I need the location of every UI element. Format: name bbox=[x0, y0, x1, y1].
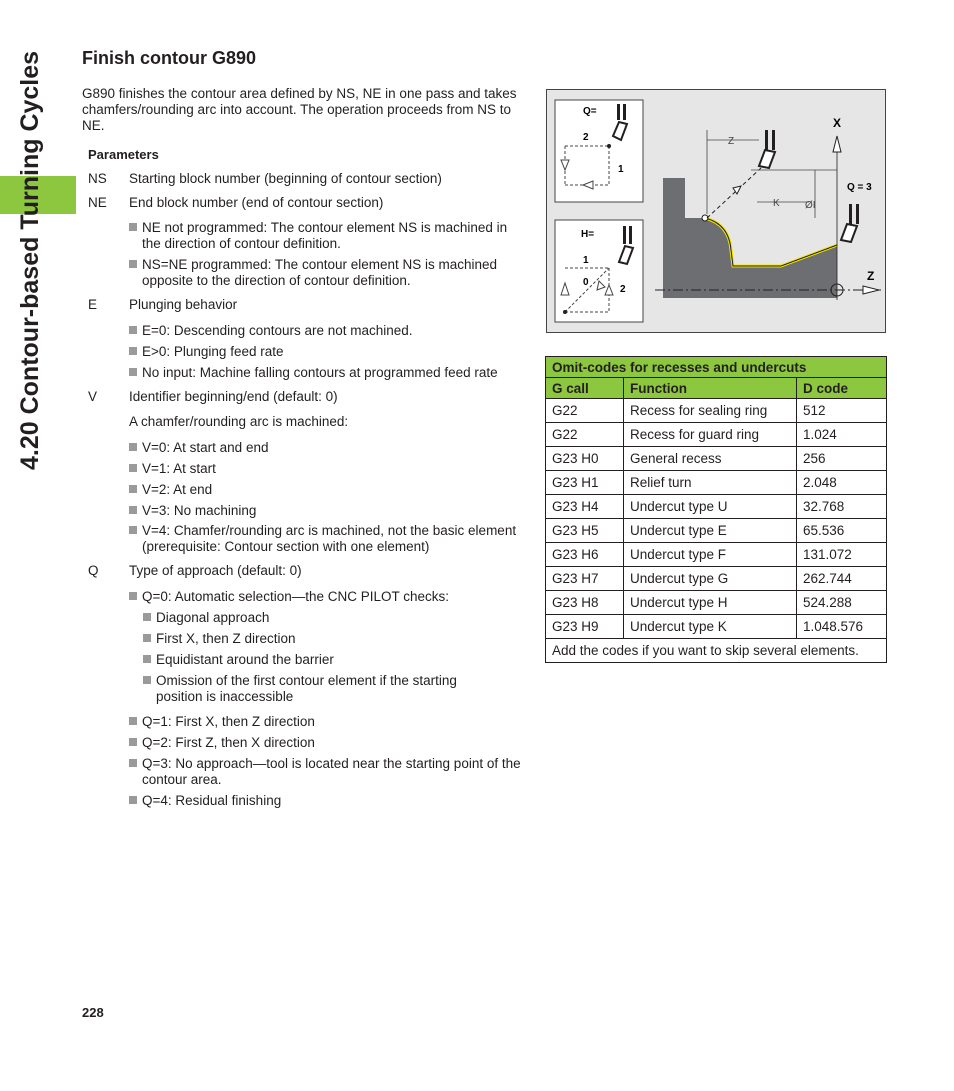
table-header-row bbox=[546, 378, 887, 399]
param-ns-text: Starting block number (beginning of contour section) bbox=[129, 171, 442, 186]
param-q-text: Type of approach (default: 0) bbox=[129, 563, 302, 578]
v-bullet: V=2: At end bbox=[129, 482, 521, 498]
table-row: G23 H0 General recess 256 bbox=[546, 447, 887, 471]
param-v-text: Identifier beginning/end (default: 0) bbox=[129, 389, 338, 404]
ne-bullet: NS=NE programmed: The contour element NS is machined opposite to the direction of contour definition. bbox=[129, 257, 521, 289]
e-bullet: No input: Machine falling contours at programmed feed rate bbox=[129, 365, 529, 381]
omit-codes-table bbox=[545, 356, 887, 663]
main-tool-shank-icon bbox=[765, 130, 768, 150]
table-row: G23 H8 Undercut type H 524.288 bbox=[546, 591, 887, 615]
table-row: G23 H1 Relief turn 2.048 bbox=[546, 471, 887, 495]
q0-sub-bullet: Diagonal approach bbox=[143, 610, 523, 626]
param-e-text: Plunging behavior bbox=[129, 297, 238, 312]
approach-h-2: 2 bbox=[620, 284, 626, 295]
figure-drawing bbox=[547, 90, 887, 334]
h-tool-shank-icon bbox=[623, 226, 626, 244]
x-axis-label: X bbox=[833, 116, 842, 130]
approach-h-0: 0 bbox=[583, 277, 589, 288]
table-footer-row bbox=[546, 639, 887, 663]
z-dim-label: Z bbox=[728, 136, 735, 147]
col-header-dcode: D code bbox=[797, 378, 887, 399]
q-tool-shank-icon bbox=[617, 104, 620, 120]
table-row: G22 Recess for guard ring 1.024 bbox=[546, 423, 887, 447]
table-row: G23 H7 Undercut type G 262.744 bbox=[546, 567, 887, 591]
approach-q-1: 1 bbox=[618, 164, 624, 175]
page-number: 228 bbox=[82, 1005, 104, 1020]
z-axis-label: Z bbox=[867, 269, 875, 283]
col-header-gcall: G call bbox=[546, 378, 624, 399]
v-bullet: V=1: At start bbox=[129, 461, 521, 477]
end-tool-shank-icon bbox=[849, 204, 852, 224]
q0-sub-bullet: Equidistant around the barrier bbox=[143, 652, 523, 668]
approach-h-label: H= bbox=[581, 229, 595, 240]
table-caption: Omit-codes for recesses and undercuts bbox=[546, 357, 887, 378]
ne-bullet: NE not programmed: The contour element NS is machined in the direction of contour definition. bbox=[129, 220, 521, 252]
k-dim-label: K bbox=[773, 198, 780, 209]
q0-sub-bullet: Omission of the first contour element if the starting position is inaccessible bbox=[143, 673, 503, 705]
table-row: G23 H6 Undercut type F 131.072 bbox=[546, 543, 887, 567]
intro-paragraph: G890 finishes the contour area defined by NS, NE in one pass and takes chamfers/rounding arc into account. The operation proceeds from NS to NE. bbox=[82, 86, 517, 133]
q-bullet: Q=4: Residual finishing bbox=[129, 793, 521, 809]
param-ns-key: NS bbox=[88, 171, 107, 186]
approach-h-1: 1 bbox=[583, 255, 589, 266]
finish-contour-figure bbox=[546, 89, 886, 333]
workpiece-shape bbox=[663, 178, 837, 298]
v-bullet: V=0: At start and end bbox=[129, 440, 521, 456]
approach-q-2: 2 bbox=[583, 132, 589, 143]
main-tool-insert-icon bbox=[759, 150, 775, 168]
chapter-side-title-text: 4.20 Contour-based Turning Cycles bbox=[16, 50, 44, 470]
param-v-note: A chamfer/rounding arc is machined: bbox=[129, 414, 349, 429]
q0-sub-bullet: First X, then Z direction bbox=[143, 631, 523, 647]
q-bullet: Q=3: No approach—tool is located near the starting point of the contour area. bbox=[129, 756, 521, 788]
v-bullet: V=3: No machining bbox=[129, 503, 521, 519]
section-heading: Finish contour G890 bbox=[82, 48, 257, 68]
q3-label: Q = 3 bbox=[847, 182, 872, 193]
table-row: G23 H9 Undercut type K 1.048.576 bbox=[546, 615, 887, 639]
approach-diagonal bbox=[707, 168, 761, 218]
end-tool-insert-icon bbox=[841, 224, 857, 242]
e-bullet: E>0: Plunging feed rate bbox=[129, 344, 521, 360]
table-row: G23 H4 Undercut type U 32.768 bbox=[546, 495, 887, 519]
e-bullet: E=0: Descending contours are not machined. bbox=[129, 323, 521, 339]
col-header-function: Function bbox=[624, 378, 797, 399]
param-e-key: E bbox=[88, 297, 98, 312]
parameters-heading: Parameters bbox=[88, 147, 159, 162]
param-ne-text: End block number (end of contour section) bbox=[129, 195, 384, 210]
param-v-key: V bbox=[88, 389, 98, 404]
q-bullet: Q=0: Automatic selection—the CNC PILOT checks: bbox=[129, 589, 521, 605]
table-footer: Add the codes if you want to skip several elements. bbox=[546, 639, 887, 663]
x-axis-arrow-icon bbox=[833, 136, 841, 152]
dia-dim-label: ØI bbox=[805, 200, 816, 211]
q-bullet: Q=1: First X, then Z direction bbox=[129, 714, 521, 730]
approach-q-label: Q= bbox=[583, 106, 597, 117]
param-q-key: Q bbox=[88, 563, 99, 578]
param-ne-key: NE bbox=[88, 195, 107, 210]
approach-q-panel bbox=[555, 100, 643, 202]
v-bullet: V=4: Chamfer/rounding arc is machined, not the basic element (prerequisite: Contour section with one element) bbox=[129, 523, 521, 555]
z-axis-arrow-icon bbox=[863, 286, 879, 294]
table-row: G22 Recess for sealing ring 512 bbox=[546, 399, 887, 423]
q-bullet: Q=2: First Z, then X direction bbox=[129, 735, 521, 751]
table-row: G23 H5 Undercut type E 65.536 bbox=[546, 519, 887, 543]
q-start-point bbox=[607, 144, 611, 148]
